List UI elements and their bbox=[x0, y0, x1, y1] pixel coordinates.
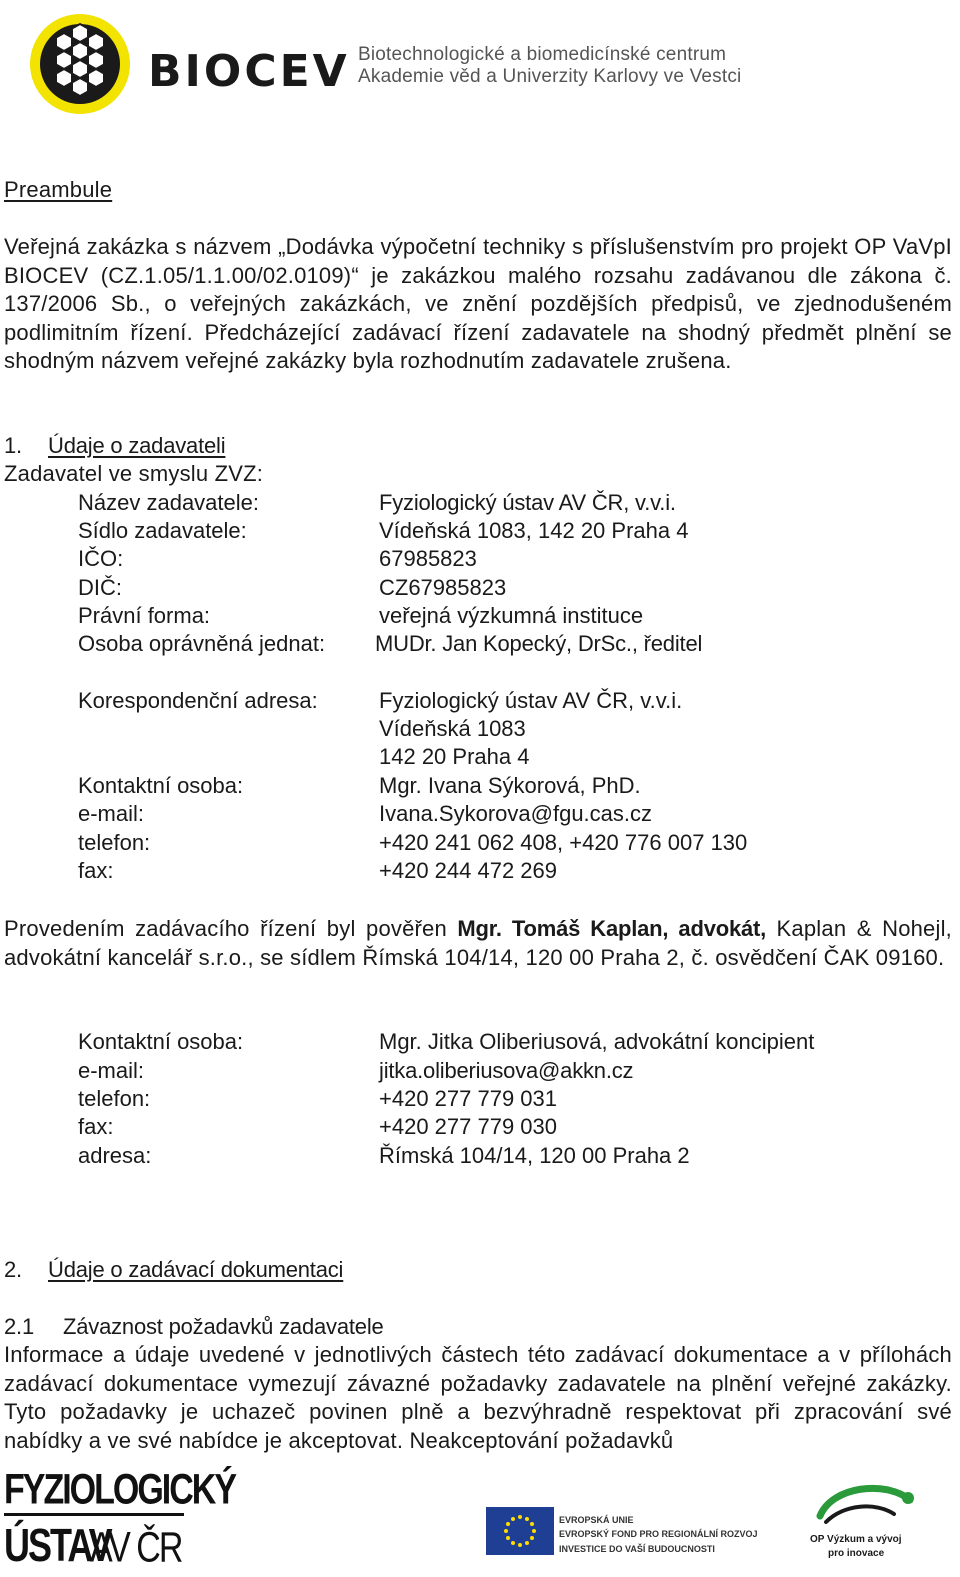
value-email: Ivana.Sykorova@fgu.cas.cz bbox=[379, 801, 653, 826]
label-legal-form: Právní forma: bbox=[78, 603, 211, 628]
value-correspondence-line-3: 142 20 Praha 4 bbox=[379, 744, 530, 769]
label-authorized-person: Osoba oprávněná jednat: bbox=[78, 631, 326, 656]
value-agent-email: jitka.oliberiusova@akkn.cz bbox=[379, 1058, 634, 1083]
header-tagline-1: Biotechnologické a biomedicínské centrum bbox=[358, 44, 727, 65]
fu-logo-line-1: FYZIOLOGICKÝ bbox=[4, 1466, 235, 1514]
value-dic: CZ67985823 bbox=[379, 575, 507, 600]
section2-title: Údaje o zadávací dokumentaci bbox=[48, 1257, 344, 1282]
section2-1-title: Závaznost požadavků zadavatele bbox=[63, 1314, 384, 1339]
header-tagline-2: Akademie věd a Univerzity Karlovy ve Vestci bbox=[358, 66, 742, 87]
value-agent-contact: Mgr. Jitka Oliberiusová, advokátní koncipient bbox=[379, 1029, 815, 1054]
section1-number: 1. bbox=[4, 433, 22, 458]
fu-logo-line-2: ÚSTAV bbox=[4, 1518, 111, 1572]
value-correspondence-line-1: Fyziologický ústav AV ČR, v.v.i. bbox=[379, 688, 683, 713]
value-agent-phone: +420 277 779 031 bbox=[379, 1086, 558, 1111]
eu-flag-icon bbox=[486, 1507, 554, 1555]
label-agent-contact: Kontaktní osoba: bbox=[78, 1029, 244, 1054]
label-agent-phone: telefon: bbox=[78, 1086, 151, 1111]
label-agent-email: e-mail: bbox=[78, 1058, 145, 1083]
mandate-pre: Provedením zadávacího řízení byl pověřen bbox=[4, 916, 458, 941]
op-text-1: OP Výzkum a vývoj bbox=[810, 1534, 902, 1545]
value-fax: +420 244 472 269 bbox=[379, 858, 558, 883]
value-contact-person: Mgr. Ivana Sýkorová, PhD. bbox=[379, 773, 641, 798]
op-vavpi-swoosh-icon bbox=[810, 1478, 920, 1534]
value-correspondence-line-2: Vídeňská 1083 bbox=[379, 716, 526, 741]
section2-1-text: Informace a údaje uvedené v jednotlivých částech této zadávací dokumentace a v přílohách zadávací dokumentace vymezují závazné požadavky zadavatele na plnění veřejné zakázky. Tyto požadavky je uchazeč povinen plně a bezvýhradně respektovat při zpracování své nabídky a ve své nabídce je akceptovat. Neakceptování požadavků bbox=[4, 1342, 952, 1453]
value-authority-seat: Vídeňská 1083, 142 20 Praha 4 bbox=[379, 518, 689, 543]
section2-number: 2. bbox=[4, 1257, 22, 1282]
value-authorized-person: MUDr. Jan Kopecký, DrSc., ředitel bbox=[375, 631, 703, 656]
biocev-wordmark: BIOCEV bbox=[148, 46, 350, 97]
mandate-paragraph bbox=[4, 915, 952, 972]
biocev-logo bbox=[28, 12, 350, 116]
section1-title: Údaje o zadavateli bbox=[48, 433, 226, 458]
fu-logo-rule bbox=[4, 1513, 184, 1516]
section2-1-number: 2.1 bbox=[4, 1314, 34, 1339]
value-agent-fax: +420 277 779 030 bbox=[379, 1114, 558, 1139]
eu-logo bbox=[486, 1507, 758, 1557]
eu-text-3: INVESTICE DO VAŠÍ BUDOUCNOSTI bbox=[559, 1544, 715, 1554]
label-fax: fax: bbox=[78, 858, 114, 883]
label-correspondence: Korespondenční adresa: bbox=[78, 688, 318, 713]
preamble-heading: Preambule bbox=[4, 177, 113, 202]
label-phone: telefon: bbox=[78, 830, 151, 855]
fu-logo-line-2b: AV ČR bbox=[90, 1524, 182, 1572]
biocev-honeycomb-icon bbox=[28, 12, 132, 116]
label-authority-name: Název zadavatele: bbox=[78, 490, 259, 515]
value-legal-form: veřejná výzkumná instituce bbox=[379, 603, 644, 628]
op-text-2: pro inovace bbox=[828, 1548, 885, 1559]
value-ico: 67985823 bbox=[379, 546, 477, 571]
label-authority-seat: Sídlo zadavatele: bbox=[78, 518, 247, 543]
preamble-text: Veřejná zakázka s názvem „Dodávka výpočetní techniky s příslušenstvím pro projekt OP VaVpI BIOCEV (CZ.1.05/1.1.00/02.0109)“ je zakázkou malého rozsahu zadávanou dle zákona č. 137/2006 Sb., o veřejných zakázkách, ve znění pozdějších předpisů, ve zjednodušeném podlimitním řízení. Předcházející zadávací řízení zadavatele na shodný předmět plnění se shodným názvem veřejné zakázky byla rozhodnutím zadavatele zrušena. bbox=[4, 234, 952, 373]
eu-text-1: EVROPSKÁ UNIE bbox=[559, 1515, 634, 1525]
section1-intro: Zadavatel ve smyslu ZVZ: bbox=[4, 461, 264, 486]
eu-text-2: EVROPSKÝ FOND PRO REGIONÁLNÍ ROZVOJ bbox=[559, 1529, 758, 1539]
value-authority-name: Fyziologický ústav AV ČR, v.v.i. bbox=[379, 490, 676, 515]
label-agent-fax: fax: bbox=[78, 1114, 114, 1139]
label-ico: IČO: bbox=[78, 546, 124, 571]
value-phone: +420 241 062 408, +420 776 007 130 bbox=[379, 830, 748, 855]
mandate-bold: Mgr. Tomáš Kaplan, advokát, bbox=[457, 916, 767, 941]
label-email: e-mail: bbox=[78, 801, 145, 826]
label-contact-person: Kontaktní osoba: bbox=[78, 773, 244, 798]
value-agent-address: Římská 104/14, 120 00 Praha 2 bbox=[379, 1143, 690, 1168]
op-vavpi-logo bbox=[806, 1478, 922, 1572]
mandate-post: Kaplan & Nohejl, advokátní kancelář s.r.o., se sídlem Římská 104/14, 120 00 Praha 2, č. osvědčení ČAK 09160. bbox=[4, 916, 952, 970]
label-dic: DIČ: bbox=[78, 575, 122, 600]
fyziologicky-ustav-logo bbox=[4, 1466, 235, 1572]
label-agent-address: adresa: bbox=[78, 1143, 152, 1168]
